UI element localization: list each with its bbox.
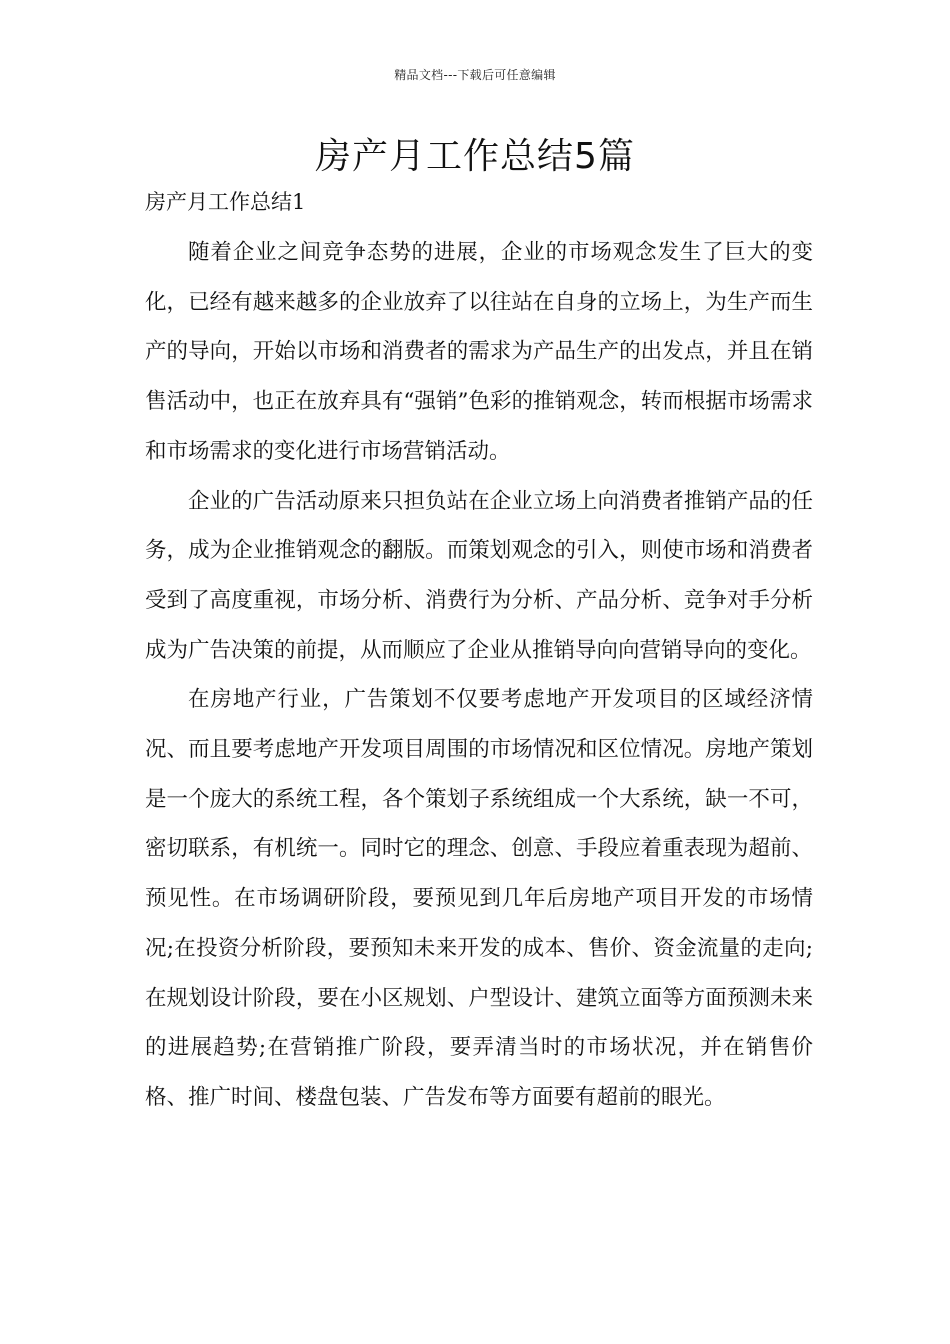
paragraph: 在房地产行业，广告策划不仅要考虑地产开发项目的区域经济情况、而且要考虑地产开发项目周围的市场情况和区位情况。房地产策划是一个庞大的系统工程，各个策划子系统组成一个大系统，缺一不可，密切联系，有机统一。同时它的理念、创意、手段应着重表现为超前、预见性。在市场调研阶段，要预见到几年后房地产项目开发的市场情况;在投资分析阶段，要预知未来开发的成本、售价、资金流量的走向;在规划设计阶段，要在小区规划、户型设计、建筑立面等方面预测未来的进展趋势;在营销推广阶段，要弄清当时的市场状况，并在销售价格、推广时间、楼盘包装、广告发布等方面要有超前的眼光。 xyxy=(145,687,813,1110)
paragraph: 随着企业之间竞争态势的进展，企业的市场观念发生了巨大的变化，已经有越来越多的企业放弃了以往站在自身的立场上，为生产而生产的导向，开始以市场和消费者的需求为产品生产的出发点，并且在销售活动中，也正在放弃具有“强销”色彩的推销观念，转而根据市场需求和市场需求的变化进行市场营销活动。 xyxy=(145,240,813,464)
paragraph: 企业的广告活动原来只担负站在企业立场上向消费者推销产品的任务，成为企业推销观念的翻版。而策划观念的引入，则使市场和消费者受到了高度重视，市场分析、消费行为分析、产品分析、竞争对手分析成为广告决策的前提，从而顺应了企业从推销导向向营销导向的变化。 xyxy=(145,488,813,663)
document-title: 房产月工作总结5篇 xyxy=(315,136,635,177)
document-body xyxy=(145,228,813,1123)
page-header: 精品文档---下载后可任意编辑 xyxy=(394,68,556,82)
section-title: 房产月工作总结1 xyxy=(145,190,306,214)
